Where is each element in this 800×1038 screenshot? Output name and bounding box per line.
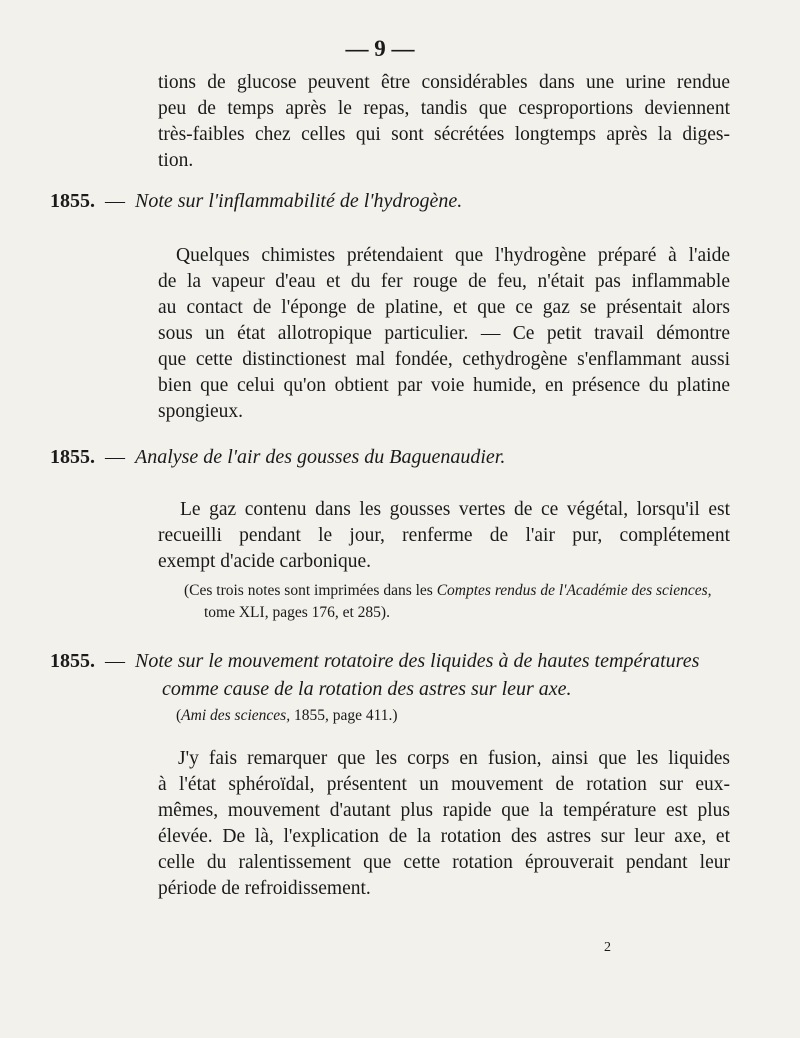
entry-year: 1855. (50, 446, 95, 468)
entry-text-line: élevée. De là, l'explication de la rotation des astres sur leur axe, et (158, 826, 730, 847)
note-rest: 1855, page 411.) (290, 707, 398, 724)
entry-text-line: J'y fais remarquer que les corps en fusion, ainsi que les liquides (178, 748, 730, 769)
entry-dash: — (105, 446, 125, 468)
entry-dash: — (105, 190, 125, 212)
entry-text-line: exempt d'acide carbonique. (158, 551, 372, 572)
entry-text-line: de la vapeur d'eau et du fer rouge de feu, n'était pas inflammable (158, 271, 730, 292)
entry-text-line: recueilli pendant le jour, renferme de l'air pur, complétement (158, 525, 730, 546)
entry-year: 1855. (50, 650, 95, 672)
entry-text-line: période de refroidissement. (158, 878, 371, 899)
entry-title-line-2 (162, 678, 572, 701)
entry-text-line: à l'état sphéroïdal, présentent un mouvement de rotation sur eux- (158, 774, 730, 795)
note-prefix: ( (176, 707, 182, 724)
entry-text-line: spongieux. (158, 401, 244, 422)
publication-note (176, 705, 398, 727)
entry-title: Analyse de l'air des gousses du Baguenaudier. (135, 446, 506, 468)
note-prefix: (Ces trois notes sont imprimées dans les (184, 582, 437, 599)
page-number: — 9 — (345, 36, 415, 61)
entry-heading (50, 190, 462, 213)
publication-note (184, 580, 712, 602)
entry-title-continued: comme cause de la rotation des astres sur leur axe. (162, 678, 572, 700)
note-journal: Comptes rendus de l'Académie des sciences, (436, 582, 712, 599)
intro-line: très-faibles chez celles qui sont sécrétées longtemps après la diges- (158, 124, 730, 145)
entry-text-line: que cette distinctionest mal fondée, cethydrogène s'enflammant aussi (158, 349, 730, 370)
entry-title: Note sur l'inflammabilité de l'hydrogène. (135, 190, 463, 212)
entry-text-line: Le gaz contenu dans les gousses vertes de ce végétal, lorsqu'il est (180, 499, 730, 520)
entry-heading (50, 650, 699, 673)
entry-text-line: au contact de l'éponge de platine, et que ce gaz se présentait alors (158, 297, 730, 318)
intro-line: tions de glucose peuvent être considérables dans une urine rendue (158, 72, 730, 93)
entry-text-line: celle du ralentissement que cette rotation éprouverait pendant leur (158, 852, 730, 873)
signature-mark: 2 (604, 940, 611, 955)
entry-title: Note sur le mouvement rotatoire des liquides à de hautes températures (135, 650, 700, 672)
note-line-2: tome XLI, pages 176, et 285). (204, 604, 390, 621)
entry-dash: — (105, 650, 125, 672)
entry-text-line: bien que celui qu'on obtient par voie humide, en présence du platine (158, 375, 730, 396)
entry-year: 1855. (50, 190, 95, 212)
note-journal: Ami des sciences, (181, 707, 291, 724)
intro-line: tion. (158, 150, 194, 171)
entry-text-line: Quelques chimistes prétendaient que l'hydrogène préparé à l'aide (176, 245, 730, 266)
intro-line: peu de temps après le repas, tandis que cesproportions deviennent (158, 98, 730, 119)
entry-text-line: sous un état allotropique particulier. — Ce petit travail démontre (158, 323, 730, 344)
entry-text-line: mêmes, mouvement d'autant plus rapide que la température est plus (158, 800, 730, 821)
entry-heading (50, 446, 505, 469)
